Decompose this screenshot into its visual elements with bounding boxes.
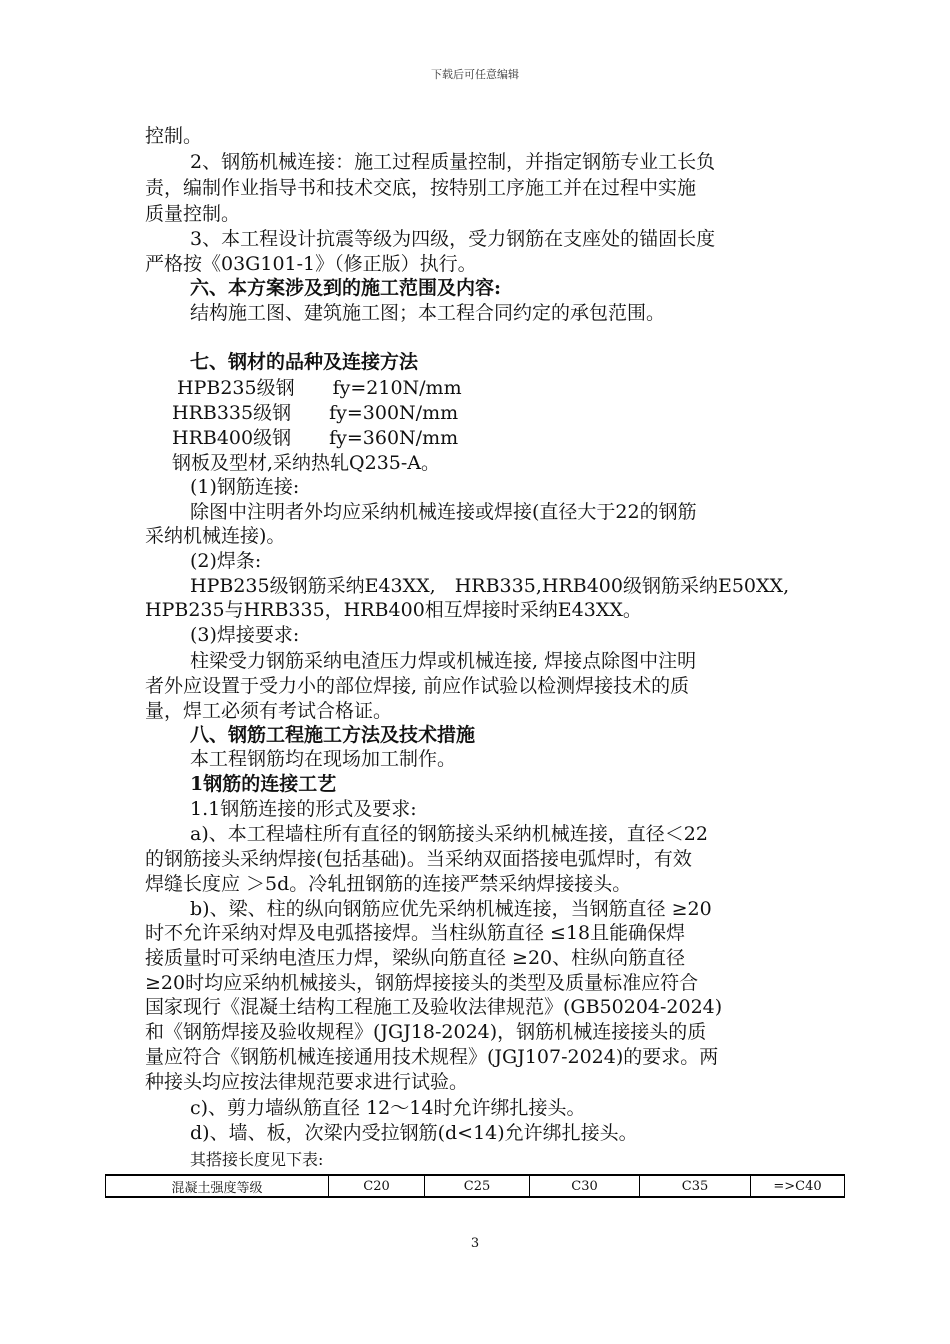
lap-length-table	[105, 1174, 845, 1198]
text-line: 本工程钢筋均在现场加工制作。	[190, 748, 457, 770]
text-line: 者外应设置于受力小的部位焊接, 前应作试验以检测焊接技术的质	[145, 675, 690, 697]
table-cell: =>C40	[751, 1175, 845, 1197]
steel-spec-line	[177, 376, 462, 400]
steel-spec-line	[172, 401, 458, 425]
text-line: 控制。	[145, 125, 203, 147]
table-cell: C25	[425, 1175, 530, 1197]
table-cell: 混凝土强度等级	[106, 1175, 329, 1197]
text-line: a)、本工程墙柱所有直径的钢筋接头采纳机械连接，直径＜22	[190, 823, 708, 845]
table-cell: C35	[640, 1175, 751, 1197]
text-line: (1)钢筋连接:	[190, 476, 300, 498]
text-line: 国家现行《混凝土结构工程施工及验收法律规范》(GB50204-2024)	[145, 996, 723, 1018]
text-line: d)、墙、板，次梁内受拉钢筋(d<14)允许绑扎接头。	[190, 1122, 638, 1144]
text-line: 量应符合《钢筋机械连接通用技术规程》(JGJ107-2024)的要求。两	[145, 1046, 719, 1068]
text-line: 的钢筋接头采纳焊接(包括基础)。当采纳双面搭接电弧焊时，有效	[145, 848, 692, 870]
steel-spec-line	[172, 426, 458, 450]
text-line: 结构施工图、建筑施工图；本工程合同约定的承包范围。	[190, 302, 666, 324]
text-line: b)、梁、柱的纵向钢筋应优先采纳机械连接，当钢筋直径 ≥20	[190, 898, 712, 920]
text-line: 接质量时可采纳电渣压力焊，梁纵向筋直径 ≥20、柱纵向筋直径	[145, 947, 686, 969]
table-row	[106, 1175, 845, 1197]
text-line: 责，编制作业指导书和技术交底，按特别工序施工并在过程中实施	[145, 177, 697, 199]
text-line: 其搭接长度见下表:	[190, 1150, 324, 1169]
text-line: (3)焊接要求:	[190, 624, 300, 646]
page-header: 下载后可任意编辑	[431, 68, 519, 81]
text-line: (2)焊条:	[190, 550, 262, 572]
text-line: 焊缝长度应 ＞5d。冷轧扭钢筋的连接严禁采纳焊接接头。	[145, 873, 632, 895]
section-heading: 六、本方案涉及到的施工范围及内容:	[190, 277, 502, 299]
text-line: c)、剪力墙纵筋直径 12～14时允许绑扎接头。	[190, 1097, 586, 1119]
text-line: 1.1钢筋连接的形式及要求:	[190, 798, 417, 820]
table-cell: C20	[329, 1175, 425, 1197]
steel-spec-text: HPB235级钢 fy=210N/mm	[177, 377, 462, 399]
text-line: 种接头均应按法律规范要求进行试验。	[145, 1071, 469, 1093]
section-heading: 八、钢筋工程施工方法及技术措施	[190, 724, 476, 746]
text-line: 3、本工程设计抗震等级为四级，受力钢筋在支座处的锚固长度	[190, 228, 716, 250]
text-line: 除图中注明者外均应采纳机械连接或焊接(直径大于22的钢筋	[190, 501, 697, 523]
text-line: ≥20时均应采纳机械接头，钢筋焊接接头的类型及质量标准应符合	[145, 972, 699, 994]
text-line: HPB235与HRB335，HRB400相互焊接时采纳E43XX。	[145, 599, 642, 621]
text-line: HPB235级钢筋采纳E43XX, HRB335,HRB400级钢筋采纳E50XX,	[190, 575, 790, 597]
text-line: 采纳机械连接)。	[145, 525, 286, 547]
text-line: 时不允许采纳对焊及电弧搭接焊。当柱纵筋直径 ≤18且能确保焊	[145, 922, 686, 944]
section-heading: 七、钢材的品种及连接方法	[190, 351, 419, 373]
subsection-heading: 1钢筋的连接工艺	[190, 773, 337, 795]
text-line: 量，焊工必须有考试合格证。	[145, 700, 393, 722]
text-line: 2、钢筋机械连接：施工过程质量控制，并指定钢筋专业工长负	[190, 151, 716, 173]
page-number: 3	[470, 1236, 480, 1251]
text-line: 严格按《03G101-1》（修正版）执行。	[145, 253, 477, 275]
text-line: 质量控制。	[145, 203, 241, 225]
text-line: 钢板及型材,采纳热轧Q235-A。	[172, 452, 441, 474]
steel-spec-text: HRB400级钢 fy=360N/mm	[172, 427, 459, 449]
text-line: 和《钢筋焊接及验收规程》(JGJ18-2024)，钢筋机械连接接头的质	[145, 1021, 707, 1043]
text-line: 柱梁受力钢筋采纳电渣压力焊或机械连接, 焊接点除图中注明	[190, 650, 697, 672]
steel-spec-text: HRB335级钢 fy=300N/mm	[172, 402, 459, 424]
table-cell: C30	[530, 1175, 640, 1197]
